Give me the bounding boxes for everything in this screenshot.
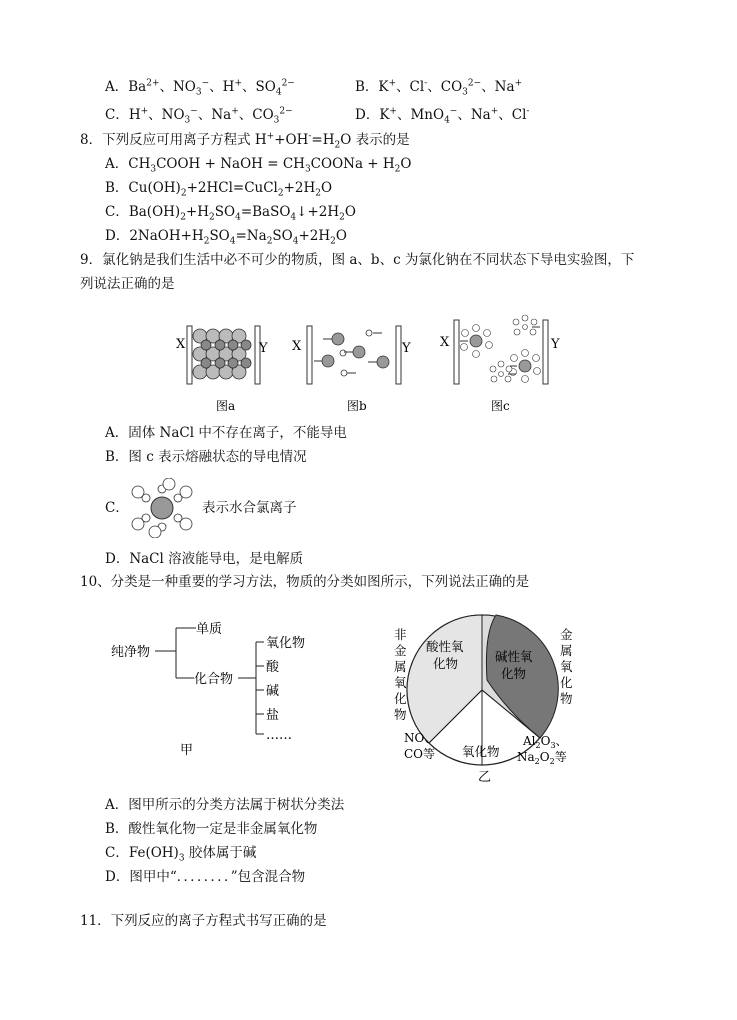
svg-text:金: 金 <box>560 627 573 642</box>
tree-base: 碱 <box>266 684 280 699</box>
q10-option-c: C．$Fe(OH)_3$ 胶体属于碱 <box>105 845 257 864</box>
figure-a-caption: 图a <box>216 399 236 413</box>
pie-acidic-oxide-line2: 化物 <box>433 656 459 671</box>
tree-caption: 甲 <box>180 743 194 756</box>
q10-option-b: B．酸性氧化物一定是非金属氧化物 <box>105 821 318 837</box>
svg-text:化: 化 <box>560 675 573 690</box>
q9-option-b: B．图 c 表示熔融状态的导电情况 <box>105 449 307 465</box>
tree-pure-substance: 纯净物 <box>111 645 151 660</box>
q9-option-a: A．固体 NaCl 中不存在离子，不能导电 <box>105 425 347 441</box>
pie-co-label: CO等 <box>404 747 436 761</box>
pie-basic-oxide-line2: 化物 <box>501 666 527 681</box>
q8-option-a: A．$CH_3COOH$ + NaOH = $CH_3COONa + H_2O$ <box>105 156 412 175</box>
q8-option-b: B．$Cu(OH)_2+2HCl=CuCl_2+2H_2O$ <box>105 180 333 199</box>
figure-b-molten-nacl <box>292 326 411 413</box>
tree-salt: 盐 <box>266 708 280 723</box>
figure-a-solid-nacl <box>176 326 268 413</box>
tree-ellipsis: …… <box>266 728 292 743</box>
q9-stem-line2: 列说法正确的是 <box>80 276 175 292</box>
hydrated-chloride-ion-icon <box>124 478 200 538</box>
q9-option-c-label: C． <box>105 500 129 516</box>
oxide-classification-pie-yi <box>390 605 590 785</box>
figure-b-caption: 图b <box>347 399 367 413</box>
q10-option-d: D．图甲中“．．．．．．．．”包含混合物 <box>105 869 306 885</box>
tree-acid: 酸 <box>266 660 280 675</box>
q7-option-a: A．$Ba^{2+}$、$NO_3^-$、H+、$SO_4^{2-}$ <box>105 78 295 98</box>
q7-option-b: B．K+、Cl-、$CO_3^{2-}$、Na+ <box>355 78 523 98</box>
svg-text:氧: 氧 <box>394 675 407 690</box>
svg-text:化: 化 <box>394 691 407 706</box>
figure-a-electrode-y: Y <box>259 341 268 356</box>
figure-a-electrode-x: X <box>176 337 186 352</box>
q8-option-d: D．$2NaOH+H_2SO_4=Na_2SO_4+2H_2O$ <box>105 228 347 247</box>
q7-option-c: C．H+、$NO_3^-$、Na+、$CO_3^{2-}$ <box>105 106 293 126</box>
q11-stem: 11．下列反应的离子方程式书写正确的是 <box>80 913 327 929</box>
q8-stem: 8．下列反应可用离子方程式 $H^++OH^-=H_2O$ 表示的是 <box>80 131 410 151</box>
svg-text:非: 非 <box>394 627 407 642</box>
classification-tree-jia <box>108 616 338 756</box>
pie-na2o2-label: $Na_2O_2$等 <box>517 750 567 766</box>
figure-b-electrode-y: Y <box>402 341 411 356</box>
pie-oxides-label: 氧化物 <box>462 744 500 759</box>
svg-text:属: 属 <box>394 659 407 674</box>
pie-basic-oxide-line1: 碱性氧 <box>495 649 533 664</box>
svg-text:属: 属 <box>560 643 573 658</box>
q10-option-a: A．图甲所示的分类方法属于树状分类法 <box>105 797 345 813</box>
q9-option-d: D．NaCl 溶液能导电，是电解质 <box>105 551 304 567</box>
q10-stem: 10、分类是一种重要的学习方法，物质的分类如图所示，下列说法正确的是 <box>80 574 530 590</box>
figure-c-electrode-y: Y <box>551 337 560 352</box>
tree-oxide: 氧化物 <box>266 636 306 651</box>
pie-no-label: NO、 <box>404 731 437 745</box>
q8-option-c: C．$Ba(OH)_2+H_2SO_4=BaSO_4↓+2H_2O$ <box>105 204 356 223</box>
svg-text:物: 物 <box>560 691 573 706</box>
pie-right-label <box>560 627 573 706</box>
figure-c-caption: 图c <box>491 399 510 413</box>
figure-c-nacl-solution <box>440 315 560 413</box>
pie-acidic-oxide-line1: 酸性氧 <box>426 639 464 654</box>
svg-text:氧: 氧 <box>560 659 573 674</box>
q9-option-c-text: 表示水合氯离子 <box>202 500 297 516</box>
tree-element: 单质 <box>196 622 223 637</box>
svg-text:物: 物 <box>394 707 407 722</box>
svg-text:金: 金 <box>394 643 407 658</box>
pie-caption: 乙 <box>478 770 492 785</box>
figure-b-electrode-x: X <box>292 339 302 354</box>
q9-conduction-figures <box>160 306 580 418</box>
pie-al2o3-label: $Al_2O_3$、 <box>523 734 568 750</box>
tree-compound: 化合物 <box>194 672 234 687</box>
q9-stem-line1: 9．氯化钠是我们生活中必不可少的物质，图 a、b、c 为氯化钠在不同状态下导电实验图，下 <box>80 252 635 268</box>
figure-c-electrode-x: X <box>440 335 450 350</box>
pie-left-label <box>394 627 407 722</box>
q7-option-d: D．K+、MnO$_4$−、Na+、Cl- <box>355 106 530 126</box>
